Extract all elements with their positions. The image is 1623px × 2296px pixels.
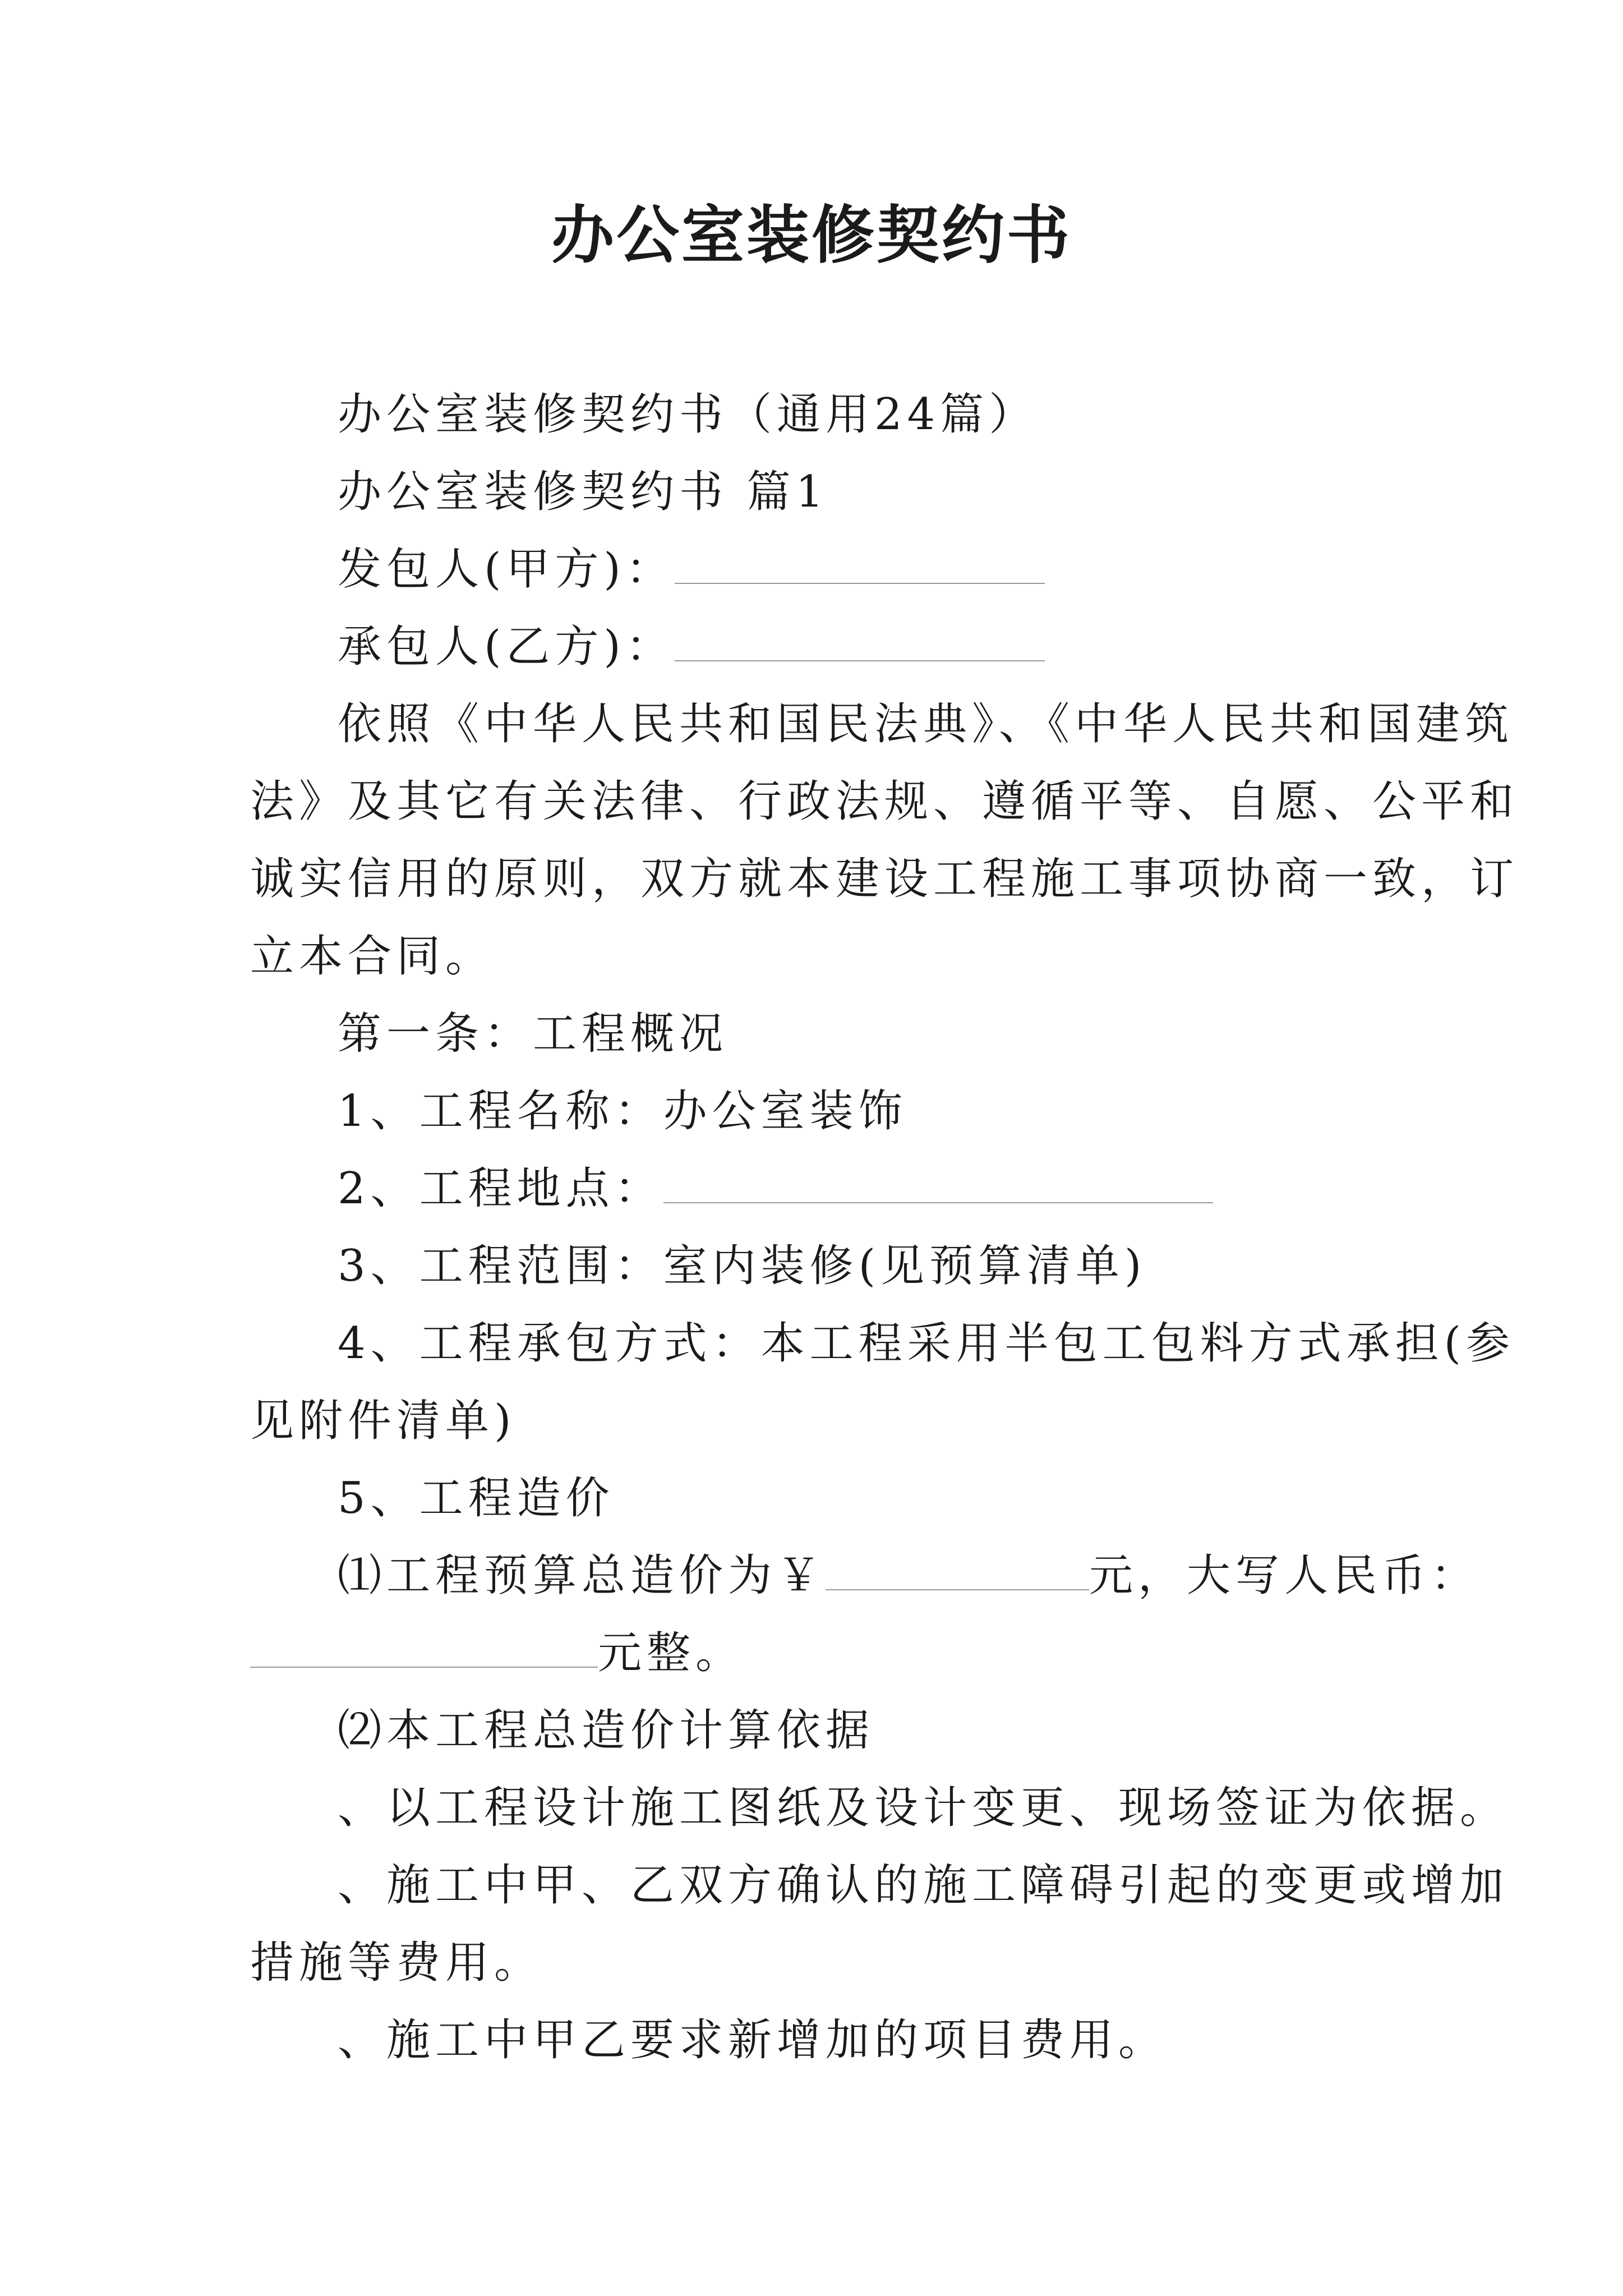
- basis-heading: ⑵本工程总造价计算依据: [338, 1705, 875, 1756]
- budget-upper-suffix: 元整。: [598, 1628, 745, 1678]
- basis-item: 、施工中甲、乙双方确认的施工障碍引起的变更或增加: [338, 1860, 1509, 1911]
- article-heading: 第一条：工程概况: [338, 1009, 728, 1059]
- intro-line: 依照《中华人民共和国民法典》、《中华人民共和国建筑: [338, 699, 1514, 749]
- contract-mode-line: 见附件清单): [250, 1396, 517, 1446]
- intro-line: 法》及其它有关法律、行政法规、遵循平等、自愿、公平和: [250, 776, 1519, 827]
- intro-line: 立本合同。: [250, 931, 495, 982]
- project-name-item: 1、工程名称：办公室装饰: [338, 1086, 907, 1137]
- party-a-blank: [675, 544, 1045, 584]
- project-site-label: 2、工程地点：: [338, 1163, 663, 1214]
- party-b-blank: [675, 621, 1045, 661]
- budget-price-suffix: 元，大写人民币：: [1089, 1550, 1480, 1601]
- budget-price-prefix: ⑴工程预算总造价为￥: [338, 1550, 826, 1601]
- project-site-line: [250, 1150, 1389, 1227]
- project-site-blank: [663, 1163, 1213, 1203]
- contract-mode-line: 4、工程承包方式：本工程采用半包工包料方式承担(参: [338, 1318, 1515, 1369]
- document-title: 办公室装修契约书: [551, 199, 1072, 272]
- document-body: [250, 376, 1519, 2079]
- subtitle: 办公室装修契约书（通用24篇）: [338, 389, 1038, 440]
- project-scope-item: 3、工程范围：室内装修(见预算清单): [338, 1241, 1147, 1291]
- basis-item: 、以工程设计施工图纸及设计变更、现场签证为依据。: [338, 1783, 1509, 1833]
- party-b-line: [250, 608, 1389, 685]
- project-cost-item: 5、工程造价: [338, 1473, 615, 1524]
- party-a-label: 发包人(甲方)：: [338, 544, 675, 595]
- basis-item: 措施等费用。: [250, 1938, 543, 1988]
- intro-line: 诚实信用的原则，双方就本建设工程施工事项协商一致，订: [250, 854, 1519, 904]
- basis-item: 、施工中甲乙要求新增加的项目费用。: [338, 2015, 1168, 2065]
- section-heading: 办公室装修契约书 篇1: [338, 467, 829, 517]
- budget-upper-blank: [250, 1627, 598, 1668]
- budget-price-blank: [826, 1550, 1089, 1590]
- party-a-line: [250, 531, 1389, 608]
- budget-upper-line: [250, 1614, 1389, 1692]
- budget-price-line: [250, 1537, 1480, 1614]
- party-b-label: 承包人(乙方)：: [338, 622, 675, 672]
